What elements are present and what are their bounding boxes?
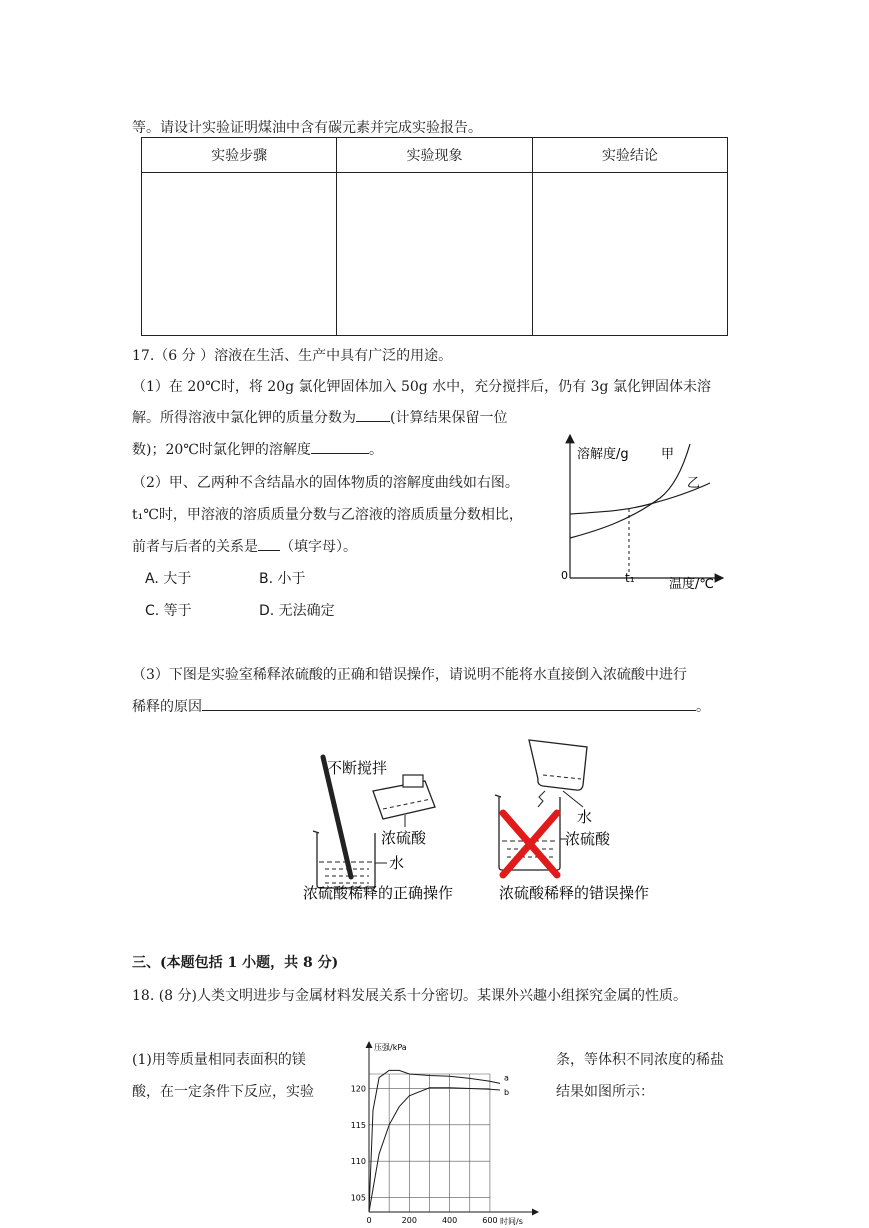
q17-p1-line1: （1）在 20℃时，将 20g 氯化钾固体加入 50g 水中，充分搅拌后，仍有 3g 氯化钾固体未溶 (132, 379, 711, 395)
curve-label-jia: 甲 (661, 447, 675, 462)
chart-xlabel: 时间/s (500, 1217, 523, 1226)
wrong-operation-illustration (495, 740, 649, 902)
label-water-correct: 水 (389, 854, 405, 872)
series-line-b (369, 1088, 500, 1212)
caption-correct: 浓硫酸稀释的正确操作 (303, 884, 454, 902)
graph-ylabel: 溶解度/g (577, 447, 629, 462)
q18-p1-right-line1: 条，等体积不同浓度的稀盐 (556, 1052, 724, 1068)
answer-blank-mass-fraction[interactable] (356, 407, 390, 422)
option-c[interactable]: C. 等于 (145, 603, 192, 619)
answer-blank-solubility[interactable] (311, 439, 369, 454)
series-label-a: a (504, 1073, 509, 1083)
y-tick-label: 110 (350, 1157, 366, 1167)
q17-p2-line2: t₁℃时，甲溶液的溶质质量分数与乙溶液的溶质质量分数相比， (132, 507, 523, 523)
intro-line: 等。请设计实验证明煤油中含有碳元素并完成实验报告。 (132, 120, 482, 136)
x-tick-label: 200 (401, 1216, 417, 1225)
section3-heading: 三、(本题包括 1 小题，共 8 分) (132, 955, 339, 971)
table-cell-steps[interactable] (142, 173, 337, 336)
x-tick-label: 0 (366, 1216, 372, 1225)
label-water-wrong: 水 (577, 808, 593, 826)
q17-p2-line3-text: 前者与后者的关系是 (132, 539, 258, 555)
option-a[interactable]: A. 大于 (145, 571, 192, 587)
label-stir: 不断搅拌 (327, 759, 388, 777)
q17-p2-line3 (132, 536, 357, 556)
q17-p1-line2-text: 解。所得溶液中氯化钾的质量分数为 (132, 410, 356, 426)
q18-title: 18. (8 分)人类文明进步与金属材料发展关系十分密切。某课外兴趣小组探究金属的性质。 (132, 988, 687, 1004)
curve-label-yi: 乙 (687, 476, 701, 491)
q17-p3-line2-tail: 。 (696, 699, 710, 715)
solubility-graph (555, 430, 730, 595)
water-beaker-tilted (529, 740, 587, 790)
q17-p3-line2-text: 稀释的原因 (132, 699, 202, 715)
y-tick-label: 105 (350, 1193, 366, 1203)
table-cell-conclusion[interactable] (532, 173, 727, 336)
q17-p3-line1: （3）下图是实验室稀释浓硫酸的正确和错误操作，请说明不能将水直接倒入浓硫酸中进行 (132, 667, 687, 683)
chart-grid (369, 1074, 490, 1212)
label-acid-correct: 浓硫酸 (381, 829, 427, 847)
q17-p1-line3-tail: 。 (368, 442, 383, 458)
q18-p1-right-line2: 结果如图所示： (556, 1084, 654, 1100)
correct-operation-illustration (303, 757, 453, 902)
q17-p2-line1: （2）甲、乙两种不含结晶水的固体物质的溶解度曲线如右图。 (132, 475, 519, 491)
x-tick-label: 600 (482, 1216, 498, 1225)
dilution-figure (295, 735, 675, 910)
label-acid-wrong: 浓硫酸 (565, 830, 611, 848)
option-d[interactable]: D. 无法确定 (259, 603, 335, 619)
q17-p2-line3-tail: （填字母）。 (280, 539, 357, 555)
y-tick-label: 115 (350, 1120, 366, 1130)
answer-blank-reason[interactable] (202, 696, 696, 711)
table-header-conclusion: 实验结论 (532, 138, 727, 173)
chart-ylabel: 压强/kPa (374, 1043, 407, 1052)
q17-p1-line3 (132, 439, 383, 459)
pressure-chart (340, 1038, 545, 1228)
beaker-wrong (499, 797, 560, 870)
experiment-report-table (141, 137, 728, 336)
q18-p1-left-line1: (1)用等质量相同表面积的镁 (132, 1052, 306, 1068)
chart-ticks (351, 1085, 498, 1225)
q17-title: 17.（6 分 ）溶液在生活、生产中具有广泛的用途。 (132, 348, 453, 364)
q17-p1-line2-tail: (计算结果保留一位 (390, 410, 508, 426)
graph-tick-t1: t₁ (625, 571, 635, 585)
q18-p1-left-line2: 酸，在一定条件下反应，实验 (132, 1084, 314, 1100)
answer-blank-relation[interactable] (258, 536, 280, 551)
table-cell-phenomena[interactable] (337, 173, 532, 336)
graph-origin: 0 (561, 569, 568, 582)
caption-wrong: 浓硫酸稀释的错误操作 (499, 884, 650, 902)
q17-p1-line3-text: 数)；20℃时氯化钾的溶解度 (132, 442, 311, 458)
q17-p3-line2 (132, 696, 710, 716)
series-line-a (369, 1070, 500, 1212)
option-b[interactable]: B. 小于 (259, 571, 306, 587)
chart-series (369, 1070, 509, 1212)
table-header-phenomena: 实验现象 (337, 138, 532, 173)
series-label-b: b (504, 1087, 510, 1097)
x-tick-label: 400 (441, 1216, 458, 1225)
y-tick-label: 120 (350, 1084, 366, 1094)
q17-p1-line2 (132, 407, 507, 427)
table-header-steps: 实验步骤 (142, 138, 337, 173)
graph-xlabel: 温度/℃ (669, 577, 714, 592)
